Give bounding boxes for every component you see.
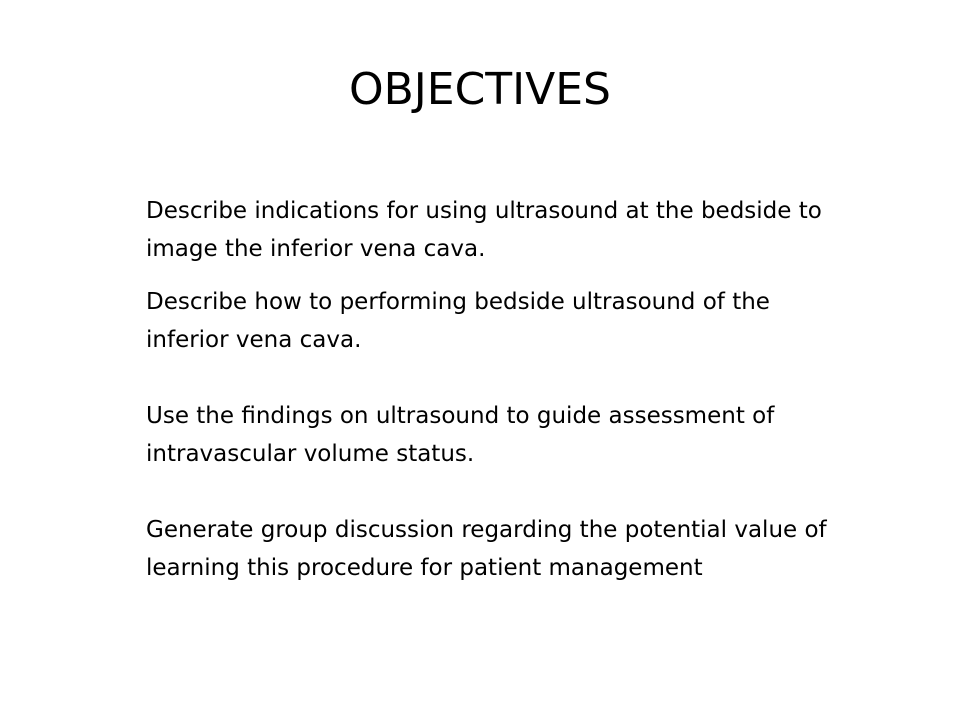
objective-item-3: Use the findings on ultrasound to guide assessment of intravascular volume status. (146, 403, 775, 467)
objective-item-2: Describe how to performing bedside ultrasound of the inferior vena cava. (146, 289, 770, 353)
objective-item-4: Generate group discussion regarding the potential value of learning this procedure for patient management (146, 517, 827, 581)
objective-item-1: Describe indications for using ultrasound at the bedside to image the inferior vena cava. (146, 198, 822, 262)
slide-title: OBJECTIVES (348, 64, 611, 115)
objectives-list (146, 192, 836, 587)
